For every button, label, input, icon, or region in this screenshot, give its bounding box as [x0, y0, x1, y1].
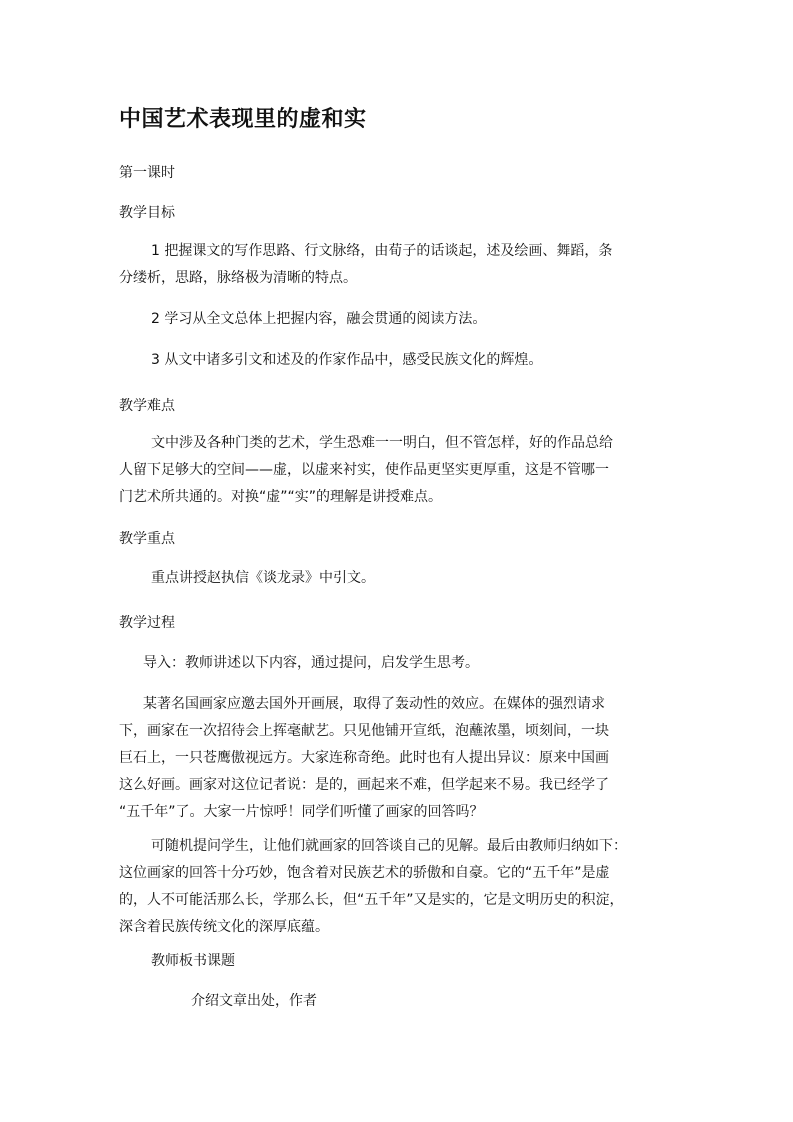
- difficulty-line-1: 文中涉及各种门类的艺术，学生恐难一一明白，但不管怎样，好的作品总给: [151, 435, 613, 451]
- story-line-1: 某著名国画家应邀去国外开画展，取得了轰动性的效应。在媒体的强烈请求: [143, 696, 605, 712]
- story-line-2: 下，画家在一次招待会上挥毫献艺。只见他铺开宣纸，泡蘸浓墨，顷刻间，一块: [119, 723, 609, 739]
- objective-3-text: 3 从文中诸多引文和述及的作家作品中，感受民族文化的辉煌。: [151, 352, 543, 368]
- story-line-5: “五千年”了。大家一片惊呼！同学们听懂了画家的回答吗？: [119, 804, 484, 820]
- objective-1-line-1: 1 把握课文的写作思路、行文脉络，由荀子的话谈起，述及绘画、舞蹈，条: [151, 243, 613, 259]
- objective-2: [119, 306, 677, 333]
- summary-line-1: 可随机提问学生，让他们就画家的回答谈自己的见解。最后由教师归纳如下：: [151, 838, 627, 854]
- story-line-3: 巨石上，一只苍鹰傲视远方。大家连称奇绝。此时也有人提出异议：原来中国画: [119, 750, 609, 766]
- objective-3: [119, 347, 677, 374]
- board-title-text: 教师板书课题: [151, 953, 235, 969]
- objectives-heading: 教学目标: [119, 205, 175, 221]
- summary-line-2: 这位画家的回答十分巧妙，饱含着对民族艺术的骄傲和自豪。它的“五千年”是虚: [119, 865, 610, 881]
- author-intro-paragraph: [119, 988, 677, 1015]
- summary-line-4: 深含着民族传统文化的深厚底蕴。: [119, 919, 329, 935]
- objective-1-line-2: 分缕析，思路，脉络极为清晰的特点。: [119, 270, 357, 286]
- difficulty-paragraph: [119, 430, 677, 511]
- difficulty-heading: 教学难点: [119, 398, 175, 414]
- summary-line-3: 的，人不可能活那么长，学那么长，但“五千年”又是实的，它是文明历史的积淀，: [119, 892, 624, 908]
- difficulty-line-2: 人留下足够大的空间——虚，以虚来衬实，使作品更坚实更厚重，这是不管哪一: [119, 462, 609, 478]
- summary-paragraph: [119, 833, 677, 941]
- document-title: 中国艺术表现里的虚和实: [119, 107, 367, 132]
- story-line-4: 这么好画。画家对这位记者说：是的，画起来不难，但学起来不易。我已经学了: [119, 777, 609, 793]
- intro-text: 导入：教师讲述以下内容，通过提问，启发学生思考。: [143, 655, 479, 671]
- process-heading: 教学过程: [119, 615, 175, 631]
- board-title-paragraph: [119, 948, 677, 975]
- focus-text: 重点讲授赵执信《谈龙录》中引文。: [151, 570, 375, 586]
- intro-paragraph: [119, 650, 677, 677]
- story-paragraph: [119, 691, 677, 826]
- focus-heading: 教学重点: [119, 531, 175, 547]
- difficulty-line-3: 门艺术所共通的。对换“虚”“实”的理解是讲授难点。: [119, 489, 443, 505]
- objective-1: [119, 238, 677, 292]
- lesson-label: 第一课时: [119, 165, 175, 181]
- author-intro-text: 介绍文章出处，作者: [191, 993, 317, 1009]
- objective-2-text: 2 学习从全文总体上把握内容，融会贯通的阅读方法。: [151, 311, 487, 327]
- focus-paragraph: [119, 565, 677, 592]
